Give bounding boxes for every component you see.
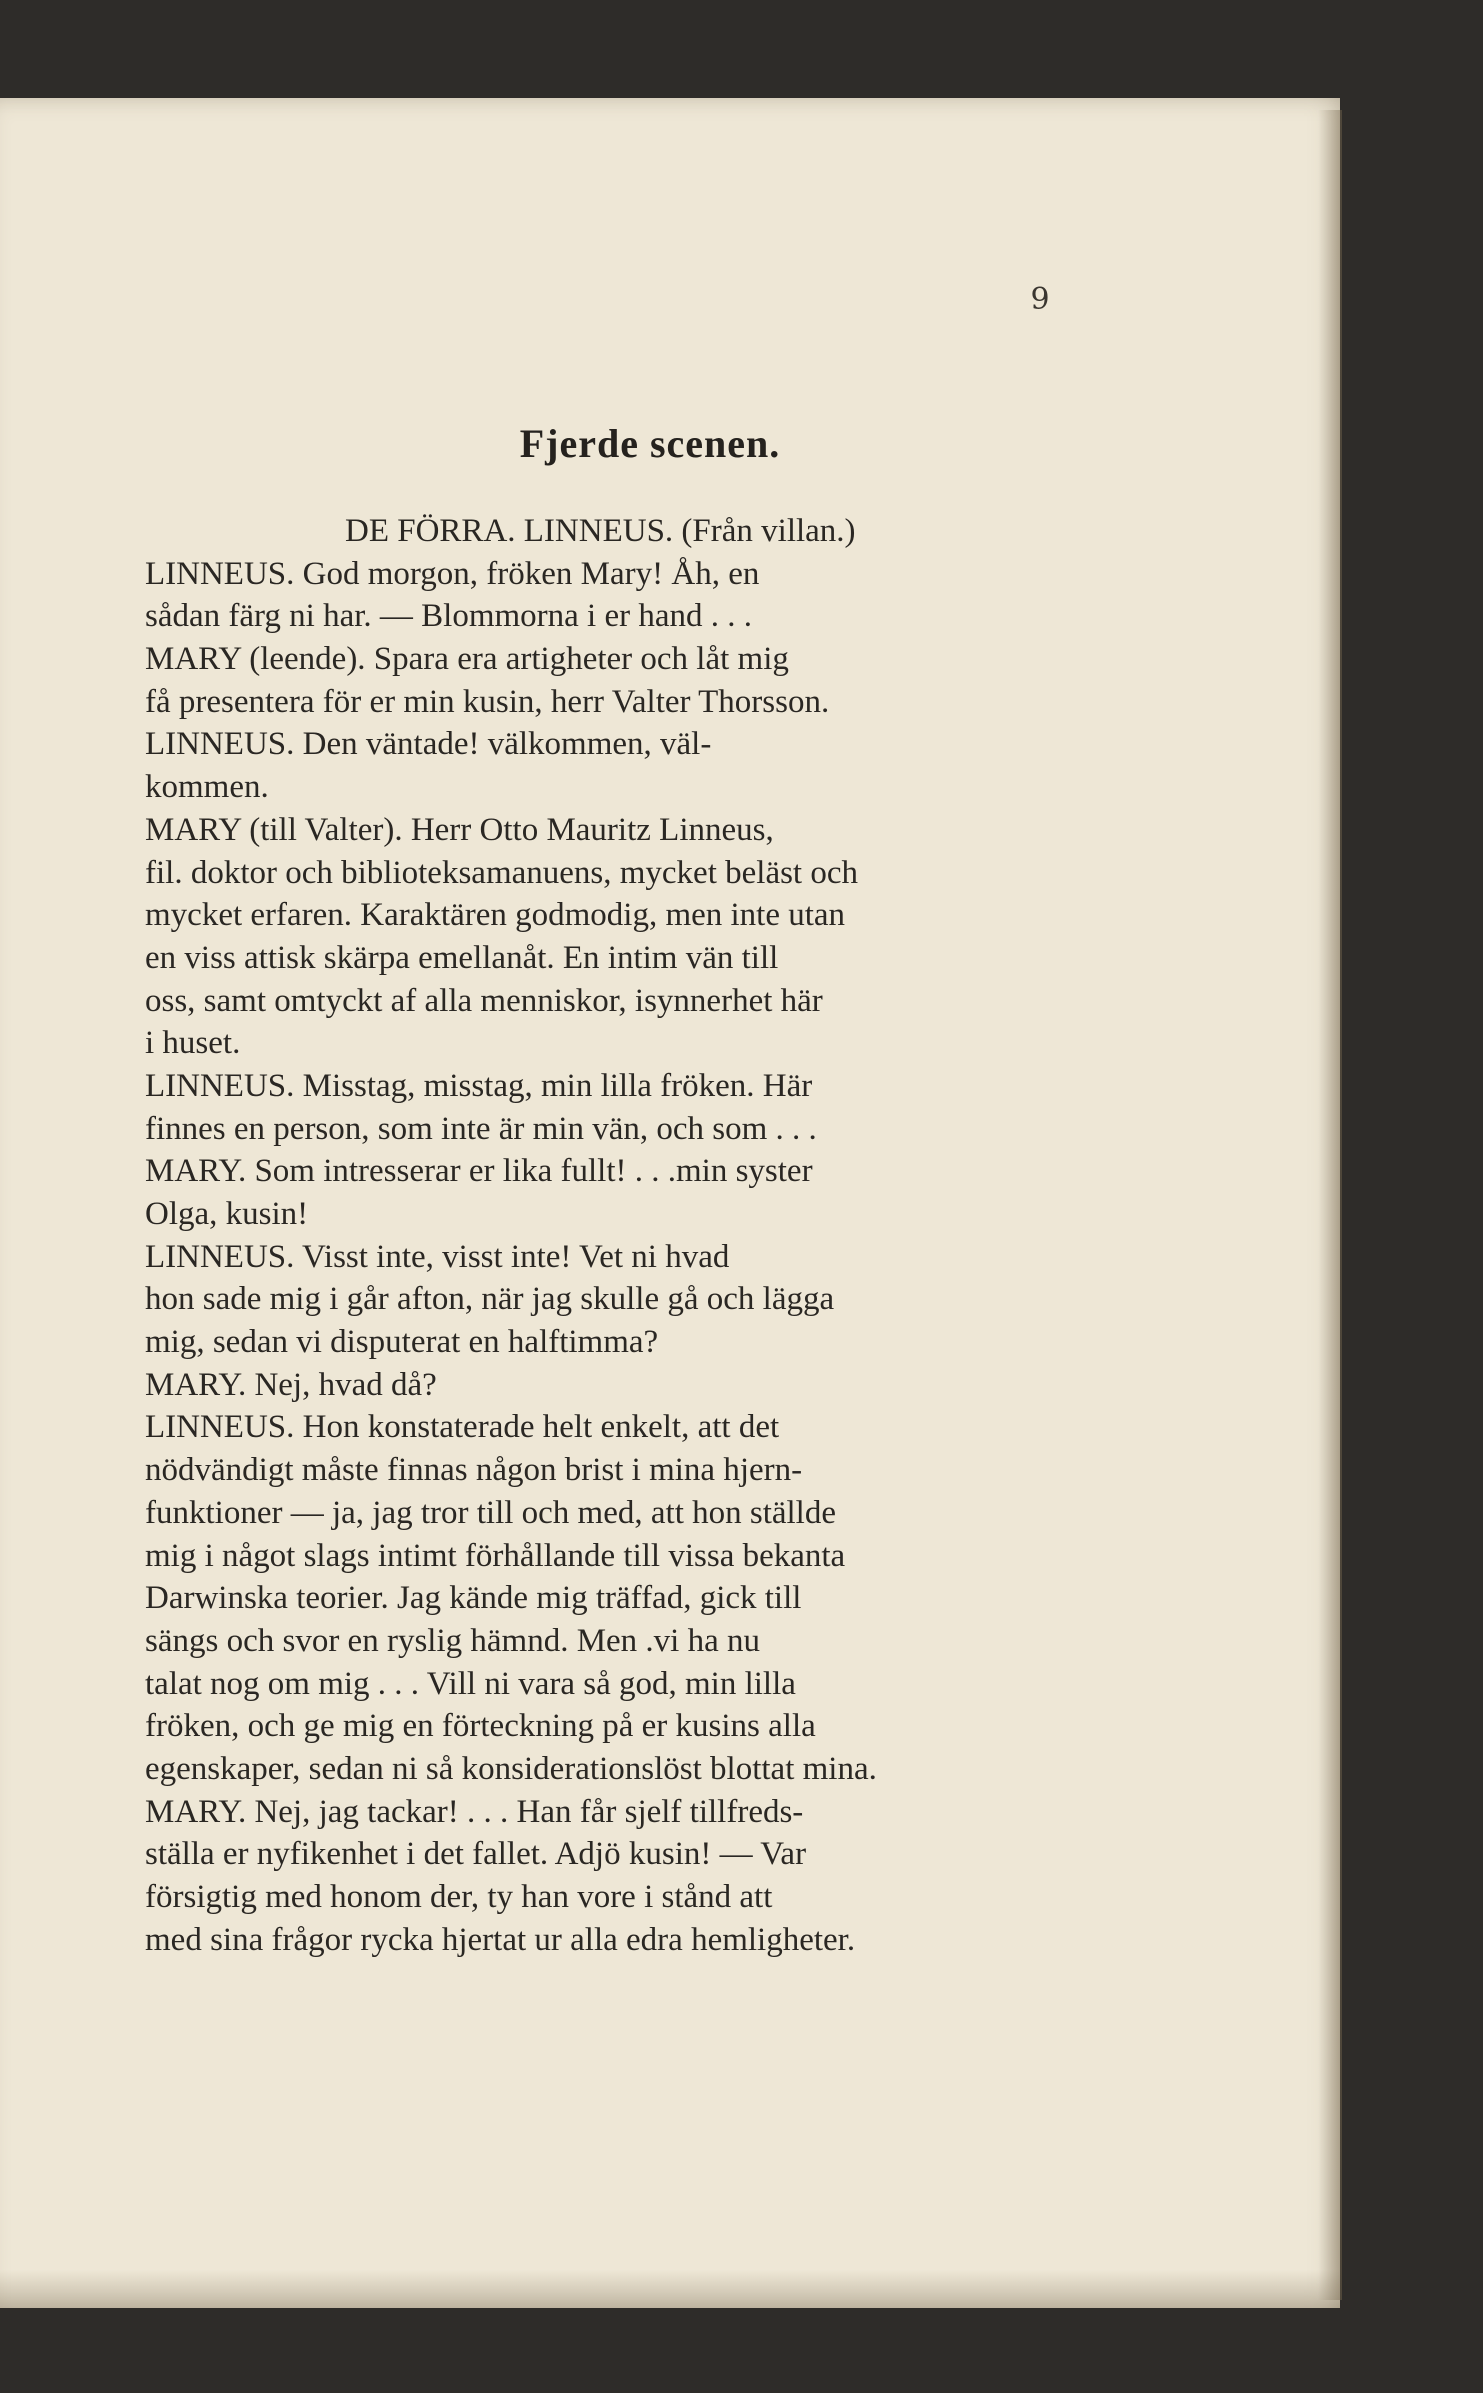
text-line: MARY. Nej, hvad då? [145,1366,437,1403]
text-line: sängs och svor en ryslig hämnd. Men .vi ha nu [145,1622,760,1659]
text-line: MARY. Som intresserar er lika fullt! . . .min syster [145,1153,813,1190]
text-line: ställa er nyfikenhet i det fallet. Adjö kusin! — Var [145,1836,807,1873]
text-line: fil. doktor och biblioteksamanuens, mycket beläst och [145,854,858,891]
text-line: funktioner — ja, jag tror till och med, att hon ställde [145,1494,837,1531]
text-line: få presentera för er min kusin, herr Valter Thorsson. [145,683,830,720]
text-line: nödvändigt måste finnas någon brist i mina hjern- [145,1452,803,1489]
text-line: fröken, och ge mig en förteckning på er kusins alla [145,1708,816,1745]
text-line: DE FÖRRA. LINNEUS. (Från villan.) [345,513,856,549]
page-bottom-shadow [0,2270,1340,2308]
text-line: en viss attisk skärpa emellanåt. En intim vän till [145,939,779,976]
scene-title: Fjerde scenen. [519,421,781,466]
text-line: kommen. [145,769,269,806]
text-line: finnes en person, som inte är min vän, och som . . . [145,1110,817,1147]
text-line: i huset. [145,1025,241,1062]
text-line: Olga, kusin! [145,1196,309,1232]
text-line: Darwinska teorier. Jag kände mig träffad, gick till [145,1580,802,1617]
text-line: LINNEUS. Misstag, misstag, min lilla fröken. Här [145,1067,813,1104]
text-line: sådan färg ni har. — Blommorna i er hand . . . [145,598,753,635]
text-line: mig i något slags intimt förhållande till vissa bekanta [145,1537,846,1574]
text-line: LINNEUS. Hon konstaterade helt enkelt, att det [145,1409,780,1446]
text-line: oss, samt omtyckt af alla menniskor, isynnerhet här [145,982,823,1019]
text-line: mycket erfaren. Karaktären godmodig, men inte utan [145,897,846,934]
text-line: MARY (till Valter). Herr Otto Mauritz Linneus, [145,811,774,848]
text-line: egenskaper, sedan ni så konsiderationslöst blottat mina. [145,1750,877,1787]
text-line: LINNEUS. Den väntade! välkommen, väl- [145,726,712,763]
page-number: 9 [1030,282,1050,317]
text-line: MARY (leende). Spara era artigheter och låt mig [145,641,789,678]
text-line: med sina frågor rycka hjertat ur alla edra hemligheter. [145,1921,856,1958]
dialogue-text [145,510,1085,1961]
page-edge-shadow [1318,110,1342,2300]
text-line: mig, sedan vi disputerat en halftimma? [145,1324,659,1361]
text-line: LINNEUS. God morgon, fröken Mary! Åh, en [145,555,760,592]
text-line: talat nog om mig . . . Vill ni vara så god, min lilla [145,1665,796,1702]
text-line: MARY. Nej, jag tackar! . . . Han får sjelf tillfreds- [145,1793,804,1830]
text-line: LINNEUS. Visst inte, visst inte! Vet ni hvad [145,1238,730,1275]
text-line: hon sade mig i går afton, när jag skulle gå och lägga [145,1281,835,1318]
text-line: försigtig med honom der, ty han vore i stånd att [145,1879,773,1915]
